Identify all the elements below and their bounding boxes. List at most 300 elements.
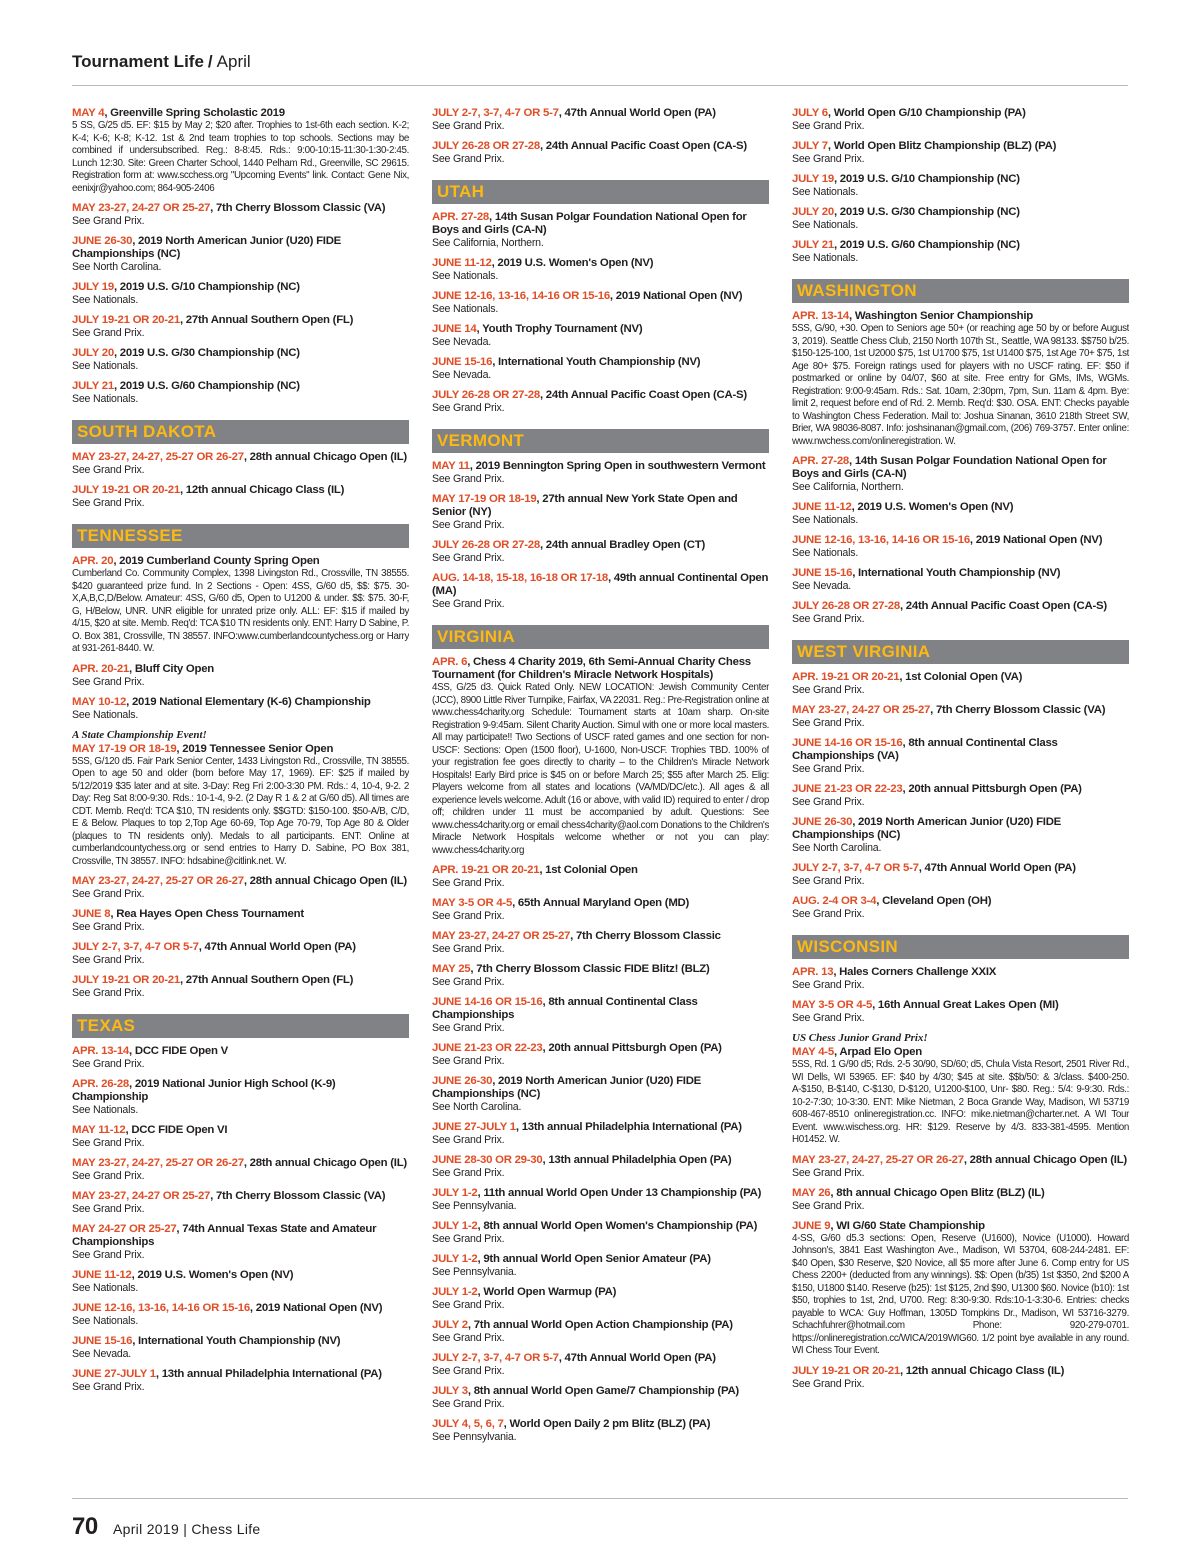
entry-heading (792, 140, 1129, 153)
entry-heading (792, 310, 1129, 323)
entry-date: JUNE 14-16 OR 15-16 (792, 737, 903, 749)
entry-title: , 12th annual Chicago Class (IL) (899, 1364, 1065, 1377)
entry-date: JUNE 12-16, 13-16, 14-16 OR 15-16 (792, 534, 970, 546)
entry-reference: See Nationals. (792, 252, 859, 264)
entry-date: JULY 21 (792, 239, 834, 251)
entry-reference: See Grand Prix. (792, 979, 865, 991)
entry-heading (432, 1075, 769, 1101)
state-header: TENNESSEE (72, 524, 409, 548)
entry-date: JULY 19 (792, 173, 834, 185)
entry-heading (432, 211, 769, 237)
entry-title: , 2019 North American Junior (U20) FIDE Championships (NC) (432, 1075, 702, 1100)
entry-title: , 2019 National Junior High School (K-9) Championship (72, 1078, 336, 1103)
tournament-entry (792, 534, 1129, 560)
entry-reference: See Nevada. (72, 1348, 132, 1360)
entry-title: , 49th annual Continental Open (MA) (432, 572, 769, 597)
entry-reference: See Nationals. (72, 708, 139, 721)
entry-reference: See Grand Prix. (432, 1299, 505, 1311)
tournament-entry (432, 323, 769, 349)
tournament-entry (792, 173, 1129, 199)
entry-date: JULY 1-2 (432, 1253, 478, 1265)
tournament-entry (432, 460, 769, 486)
entry-heading (432, 257, 769, 270)
entry-title: , 7th Cherry Blossom Classic (VA) (210, 202, 386, 214)
entry-title: , 2019 U.S. G/10 Championship (NC) (113, 281, 300, 293)
entry-date: APR. 13-14 (792, 310, 850, 322)
entry-date: AUG. 2-4 OR 3-4 (792, 895, 877, 907)
entry-heading (792, 107, 1129, 120)
tournament-entry (432, 1042, 769, 1068)
entry-reference: See Grand Prix. (72, 327, 145, 339)
entry-date: MAY 23-27, 24-27, 25-27 OR 26-27 (72, 451, 244, 463)
entry-date: JULY 1-2 (432, 1220, 478, 1232)
entry-reference: See Grand Prix. (432, 943, 505, 955)
tournament-entry (432, 963, 769, 989)
entry-date: JULY 21 (72, 380, 114, 392)
entry-details: Cumberland Co. Community Complex, 1398 Livingston Rd., Crossville, TN 38555. $420 guaranteed prize fund. In 2 Sections - Open: 4SS, G/60 d5, $$: $75. 30- X,A,B,C,D/Below. Amateur: 4SS, G/60 d5, Open to U1200 & under. $$: $75. 30-F, G, H/Below, UNR. UNR eligible for unrated prize only. ALL: EF: $15 if mailed by 4/15, $20 at site. Memb. Req'd: TCA $10 TN residents only. ENT: Harry D Sabine, P. O. Box 381, Crossville, TN 38557. INFO:www.cumberlandcountychess.org or Harry at 931-261-8440. W. (72, 568, 409, 654)
entry-date: APR. 27-28 (792, 455, 850, 467)
tournament-entry (432, 257, 769, 283)
entry-heading (792, 862, 1129, 875)
entry-title: , 2019 National Elementary (K-6) Championship (126, 695, 371, 708)
entry-reference: See Nationals. (792, 219, 859, 231)
entry-reference: See Grand Prix. (432, 1398, 505, 1410)
entry-reference: See Grand Prix. (792, 763, 865, 775)
state-header: WEST VIRGINIA (792, 640, 1129, 664)
entry-title: , 8th annual Chicago Open Blitz (BLZ) (IL) (830, 1186, 1045, 1199)
entry-title: , 2019 U.S. G/10 Championship (NC) (833, 173, 1020, 185)
entry-date: JULY 1-2 (432, 1187, 478, 1199)
tournament-entry (792, 455, 1129, 494)
entry-heading (432, 963, 769, 976)
tournament-entry (792, 567, 1129, 593)
entry-title: , 2019 National Open (NV) (249, 1302, 383, 1314)
entry-reference: See Nationals. (72, 1104, 139, 1116)
entry-title: , 1st Colonial Open (VA) (899, 671, 1023, 683)
tournament-entry (72, 484, 409, 510)
entry-heading (792, 173, 1129, 186)
tournament-entry (792, 999, 1129, 1025)
entry-heading (432, 1385, 769, 1398)
entry-date: MAY 4 (72, 107, 105, 119)
entry-reference: See Grand Prix. (432, 877, 505, 889)
entry-date: JUNE 11-12 (792, 501, 852, 513)
entry-title: , 7th Cherry Blossom Classic (570, 930, 721, 942)
entry-reference: See Grand Prix. (72, 497, 145, 509)
entry-date: JULY 4, 5, 6, 7 (432, 1418, 504, 1430)
entry-date: JUNE 11-12 (72, 1269, 132, 1281)
entry-date: JUNE 12-16, 13-16, 14-16 OR 15-16 (432, 290, 610, 302)
entry-title: , 13th annual Philadelphia International (PA) (515, 1121, 742, 1133)
entry-title: , 2019 U.S. Women's Open (NV) (491, 257, 654, 269)
entry-date: JULY 6 (792, 107, 828, 119)
entry-date: JUNE 21-23 OR 22-23 (792, 783, 903, 795)
entry-date: MAY 11 (432, 460, 470, 472)
tournament-entry (792, 783, 1129, 809)
entry-heading (432, 1042, 769, 1055)
tournament-entry (432, 996, 769, 1035)
entry-date: JUNE 26-30 (72, 235, 133, 247)
entry-heading (792, 737, 1129, 763)
entry-title: , 14th Susan Polgar Foundation National Open for Boys and Girls (CA-N) (792, 455, 1107, 480)
entry-reference: See Nationals. (72, 393, 139, 405)
tournament-entry (72, 380, 409, 406)
page-header (72, 52, 1128, 86)
tournament-entry (72, 1190, 409, 1216)
tournament-entry (72, 1078, 409, 1117)
page-footer (72, 1498, 1128, 1538)
entry-reference: See North Carolina. (432, 1101, 522, 1113)
entry-title: , Washington Senior Championship (849, 310, 1033, 322)
tournament-entry (72, 974, 409, 1000)
column-3 (792, 107, 1129, 1492)
entry-heading (432, 930, 769, 943)
entry-date: JULY 20 (792, 206, 834, 218)
entry-title: , 2019 Bennington Spring Open in southwestern Vermont (469, 460, 766, 472)
tournament-entry (792, 107, 1129, 133)
entry-heading (432, 539, 769, 552)
entry-date: MAY 24-27 OR 25-27 (72, 1223, 177, 1235)
tournament-entry (432, 897, 769, 923)
entry-date: JULY 19-21 OR 20-21 (792, 1364, 900, 1377)
entry-reference: See Grand Prix. (792, 153, 865, 165)
entry-title: , 2019 U.S. G/60 Championship (NC) (833, 239, 1020, 251)
entry-heading (432, 1253, 769, 1266)
entry-reference: See Pennsylvania. (432, 1266, 517, 1278)
entry-reference: See Grand Prix. (72, 1249, 145, 1261)
tournament-entry (72, 696, 409, 722)
entry-date: MAY 23-27, 24-27, 25-27 OR 26-27 (792, 1153, 964, 1166)
entry-kicker: A State Championship Event! (72, 728, 207, 741)
entry-reference: See Grand Prix. (432, 1365, 505, 1377)
entry-heading (792, 501, 1129, 514)
entry-reference: See Grand Prix. (432, 473, 505, 485)
entry-title: , 7th Cherry Blossom Classic (VA) (930, 704, 1106, 716)
tournament-entry (72, 555, 409, 656)
entry-heading (792, 816, 1129, 842)
entry-heading (72, 743, 409, 756)
entry-heading (792, 895, 1129, 908)
entry-heading (432, 897, 769, 910)
entry-reference: See Grand Prix. (432, 552, 505, 564)
entry-heading (792, 206, 1129, 219)
tournament-entry (432, 930, 769, 956)
entry-heading (72, 908, 409, 921)
tournament-entry (792, 206, 1129, 232)
entry-reference: See Grand Prix. (792, 908, 865, 920)
entry-title: , 65th Annual Maryland Open (MD) (512, 897, 690, 909)
entry-heading (792, 1365, 1129, 1378)
entry-reference: See Grand Prix. (72, 1381, 145, 1393)
tournament-entry (792, 1365, 1129, 1391)
tournament-entry (792, 895, 1129, 921)
entry-date: JUNE 27-JULY 1 (72, 1368, 156, 1380)
entry-reference: See Grand Prix. (72, 464, 145, 476)
entry-heading (72, 1302, 409, 1315)
entry-title: , 16th Annual Great Lakes Open (MI) (872, 999, 1059, 1011)
page-number: 70 (72, 1513, 98, 1540)
entry-title: , 2019 U.S. G/30 Championship (NC) (833, 206, 1020, 218)
tournament-entry (432, 1418, 769, 1444)
entry-date: JULY 2-7, 3-7, 4-7 OR 5-7 (432, 1352, 559, 1364)
entry-date: JULY 26-28 OR 27-28 (432, 389, 540, 401)
entry-heading (72, 1157, 409, 1170)
entry-title: , 8th annual Continental Class Championships (VA) (792, 737, 1058, 762)
column-1 (72, 107, 409, 1492)
entry-title: , 14th Susan Polgar Foundation National Open for Boys and Girls (CA-N) (432, 211, 747, 236)
entry-heading (72, 1223, 409, 1249)
entry-reference: See Grand Prix. (432, 1134, 505, 1146)
entry-heading (432, 996, 769, 1022)
entry-date: APR. 27-28 (432, 211, 490, 223)
tournament-entry (432, 290, 769, 316)
entry-heading (72, 1335, 409, 1348)
tournament-entry (72, 663, 409, 689)
entry-heading (432, 1121, 769, 1134)
entry-title: , 2019 National Open (NV) (609, 290, 743, 302)
entry-reference: See Grand Prix. (432, 1022, 505, 1034)
entry-reference: See Grand Prix. (72, 921, 145, 933)
tournament-entry (432, 1286, 769, 1312)
tournament-entry (792, 1154, 1129, 1180)
entry-reference: See Grand Prix. (72, 1203, 145, 1215)
entry-heading (432, 1220, 769, 1233)
tournament-entry (72, 314, 409, 340)
entry-heading (792, 567, 1129, 580)
entry-heading (432, 493, 769, 519)
entry-title: , International Youth Championship (NV) (132, 1335, 341, 1347)
entry-date: MAY 17-19 OR 18-19 (72, 742, 177, 755)
entry-heading (72, 663, 409, 676)
entry-date: MAY 25 (432, 963, 471, 975)
entry-heading (72, 1045, 409, 1058)
entry-reference: See Grand Prix. (72, 987, 145, 999)
entry-heading (432, 460, 769, 473)
tournament-entry (72, 107, 409, 195)
entry-reference: See Grand Prix. (432, 153, 505, 165)
entry-date: JULY 2-7, 3-7, 4-7 OR 5-7 (72, 941, 199, 953)
entry-title: , 20th annual Pittsburgh Open (PA) (542, 1042, 722, 1054)
entry-heading (72, 235, 409, 261)
tournament-entry (432, 539, 769, 565)
entry-date: JULY 3 (432, 1385, 468, 1397)
tournament-entry (792, 966, 1129, 992)
entry-title: , 24th annual Bradley Open (CT) (539, 539, 706, 551)
entry-title: , 2019 North American Junior (U20) FIDE Championships (NC) (792, 816, 1062, 841)
entry-date: JULY 2-7, 3-7, 4-7 OR 5-7 (792, 862, 919, 874)
tournament-entry (792, 862, 1129, 888)
publication-info: April 2019 | Chess Life (113, 1521, 261, 1537)
entry-heading (792, 1187, 1129, 1200)
state-header: VIRGINIA (432, 625, 769, 649)
entry-date: APR. 20-21 (72, 662, 130, 675)
tournament-entry (72, 1157, 409, 1183)
entry-heading (72, 696, 409, 709)
entry-heading (432, 389, 769, 402)
entry-date: APR. 20 (72, 555, 114, 567)
entry-title: , 28th annual Chicago Open (IL) (243, 875, 407, 887)
entry-title: , 13th annual Philadelphia Open (PA) (542, 1154, 732, 1166)
entry-heading (432, 290, 769, 303)
entry-heading (432, 864, 769, 877)
entry-kicker: US Chess Junior Grand Prix! (792, 1032, 928, 1044)
tournament-entry (432, 864, 769, 890)
entry-details: 5SS, G/90, +30. Open to Seniors age 50+ (or reaching age 50 by or before August 3, 2019). Seattle Chess Club, 2150 North 107th St., Seattle, WA 98133. $$750 b/25. $150-125-100, 1st U2000 $75, 1st U1700 $75, 1st U1400 $75, 1st Age 70+ $75, 1st Age 80+ $75. Foreign ratings used for players with no USCF rating. EF: $50 if postmarked or online by 04/07, $60 at site. Free entry for GMs, IMs, WGMs. Registration: 9:00-9:45am. Rds.: Sat. 10am, 2:30pm, 7pm, Sun. 11am & 4pm. Bye: limit 2, request before end of Rd. 2. Memb. Req'd: $30. OSA. ENT: Checks payable to Washington Chess Federation. Mail to: Joshua Sinanan, 3610 218th Street SW, Brier, WA 98036-8087. Info: joshsinanan@gmail.com, (206) 769-3757. Enter online: www.nwchess.com/onlineregistration. W. (792, 323, 1129, 447)
entry-date: JULY 26-28 OR 27-28 (432, 539, 540, 551)
tournament-entry (72, 1368, 409, 1394)
entry-title: , 2019 U.S. G/60 Championship (NC) (113, 380, 300, 392)
entry-date: MAY 23-27, 24-27 OR 25-27 (72, 1190, 211, 1202)
entry-reference: See Nevada. (432, 336, 492, 348)
entry-date: JULY 20 (72, 347, 114, 359)
entry-heading (72, 451, 409, 464)
tournament-entry (792, 600, 1129, 626)
entry-reference: See Nationals. (72, 1315, 139, 1327)
entry-reference: See Grand Prix. (72, 1137, 145, 1149)
entry-date: JUNE 21-23 OR 22-23 (432, 1042, 543, 1054)
entry-date: MAY 23-27, 24-27 OR 25-27 (72, 202, 211, 214)
entry-heading (72, 281, 409, 294)
tournament-entry (792, 671, 1129, 697)
entry-title: , Chess 4 Charity 2019, 6th Semi-Annual Charity Chess Tournament (for Children's Miracle Network Hospitals) (432, 656, 751, 681)
entry-reference: See Grand Prix. (432, 976, 505, 988)
entry-reference: See Nationals. (792, 186, 859, 198)
tournament-entry (792, 1220, 1129, 1358)
tournament-entry (432, 493, 769, 532)
entry-date: JUNE 15-16 (432, 356, 493, 368)
header-separator: / (207, 52, 213, 71)
entry-reference: See Grand Prix. (792, 613, 865, 625)
entry-title: , World Open G/10 Championship (PA) (827, 107, 1026, 119)
entry-title: , 74th Annual Texas State and Amateur Championships (72, 1223, 377, 1248)
tournament-entry (432, 356, 769, 382)
entry-heading (792, 671, 1129, 684)
tournament-entry (792, 310, 1129, 448)
entry-title: , 47th Annual World Open (PA) (558, 107, 716, 119)
entry-title: , 2019 National Open (NV) (969, 534, 1103, 546)
entry-heading (72, 875, 409, 888)
entry-reference: See Grand Prix. (432, 1167, 505, 1179)
entry-title: , 47th Annual World Open (PA) (198, 941, 356, 953)
entry-heading (432, 1352, 769, 1365)
tournament-entry (72, 235, 409, 274)
entry-title: , DCC FIDE Open VI (125, 1124, 228, 1136)
entry-date: APR. 26-28 (72, 1078, 130, 1090)
entry-heading (432, 323, 769, 336)
entry-title: , 7th Cherry Blossom Classic (VA) (210, 1190, 386, 1202)
entry-heading (72, 484, 409, 497)
entry-reference: See Grand Prix. (792, 684, 865, 696)
entry-date: MAY 26 (792, 1186, 831, 1199)
tournament-entry (792, 140, 1129, 166)
entry-reference: See Grand Prix. (432, 910, 505, 922)
column-2 (432, 107, 769, 1492)
state-header: VERMONT (432, 429, 769, 453)
entry-details: 5SS, G/120 d5. Fair Park Senior Center, 1433 Livingston Rd., Crossville, TN 38555. Open to age 50 and older (born before May 17, 1969). EF: $25 if mailed by 5/12/2019 $35 later and at site. 3-Day: Reg Fri 2:00-3:30 PM. Rds.: 4, 10-4, 9-2. 2 Day: Reg Sat 8:00-9:30. Rds.: 10-1-4, 9-2. (2 Day R 1 & 2 at G/60 d5). All times are CDT. Memb. Req'd: TCA $10, TN residents only. $$GTD: $150-100. $50-A/B, C/D, E & Below. Plaques to top 2,Top Age 60-69, Top Age 70-79, Top Age 80 & Older (plaques to TN residents only). Medals to all participants. ENT: Online at cumberlandcountychess.org or send entries to Harry D. Sabine, PO Box 381, Crossville, TN 38557. INFO: hdsabine@citlink.net. W. (72, 755, 409, 867)
entry-title: , DCC FIDE Open V (129, 1045, 228, 1057)
entry-date: JULY 7 (792, 140, 828, 152)
entry-heading (72, 1124, 409, 1137)
entry-reference: See Grand Prix. (72, 215, 145, 227)
entry-date: JUNE 8 (72, 908, 111, 920)
entry-heading (72, 107, 409, 120)
header-month: April (216, 52, 251, 71)
entry-title: , Bluff City Open (129, 662, 214, 675)
entry-date: MAY 11-12 (72, 1124, 126, 1136)
entry-reference: See Grand Prix. (792, 1199, 865, 1212)
entry-reference: See Grand Prix. (792, 120, 865, 132)
entry-title: , International Youth Championship (NV) (492, 356, 701, 368)
tournament-entry (792, 1032, 1129, 1147)
section-title: Tournament Life (72, 52, 204, 71)
entry-heading (72, 347, 409, 360)
entry-heading (792, 1220, 1129, 1233)
entry-heading (72, 941, 409, 954)
entry-reference: See Grand Prix. (432, 120, 505, 132)
entry-date: MAY 23-27, 24-27, 25-27 OR 26-27 (72, 1157, 244, 1169)
entry-title: , 2019 U.S. G/30 Championship (NC) (113, 347, 300, 359)
entry-date: JULY 26-28 OR 27-28 (792, 600, 900, 612)
entry-date: APR. 19-21 OR 20-21 (432, 864, 540, 876)
entry-title: , 24th Annual Pacific Coast Open (CA-S) (539, 140, 747, 152)
entry-date: APR. 19-21 OR 20-21 (792, 671, 900, 683)
tournament-entry (792, 704, 1129, 730)
entry-reference: See Nevada. (792, 580, 852, 592)
entry-reference: See North Carolina. (72, 261, 162, 273)
entry-title: , Youth Trophy Tournament (NV) (476, 323, 643, 335)
entry-title: , 12th annual Chicago Class (IL) (179, 484, 345, 496)
entry-heading (72, 380, 409, 393)
state-header: SOUTH DAKOTA (72, 420, 409, 444)
entry-reference: See Grand Prix. (432, 1055, 505, 1067)
entry-heading (432, 1418, 769, 1431)
entry-reference: See Nationals. (72, 294, 139, 306)
entry-heading (792, 455, 1129, 481)
entry-date: JULY 19-21 OR 20-21 (72, 974, 180, 986)
entry-date: MAY 10-12 (72, 695, 127, 708)
entry-reference: See North Carolina. (792, 842, 882, 854)
entry-reference: See Nevada. (432, 369, 492, 381)
entry-date: APR. 13 (792, 966, 834, 978)
tournament-entry (72, 941, 409, 967)
entry-heading (792, 1154, 1129, 1167)
tournament-entry (72, 875, 409, 901)
entry-reference: See Grand Prix. (792, 1012, 865, 1024)
entry-title: , World Open Daily 2 pm Blitz (BLZ) (PA) (503, 1418, 711, 1430)
entry-title: , 27th annual New York State Open and Senior (NY) (432, 493, 738, 518)
entry-reference: See Grand Prix. (792, 717, 865, 729)
tournament-entry (72, 1045, 409, 1071)
tournament-entry (432, 1187, 769, 1213)
entry-title: , 20th annual Pittsburgh Open (PA) (902, 783, 1082, 795)
entry-title: , 2019 Cumberland County Spring Open (113, 555, 320, 567)
entry-heading (432, 1187, 769, 1200)
entry-date: JUNE 15-16 (72, 1335, 133, 1347)
entry-reference: See Grand Prix. (432, 1233, 505, 1245)
entry-reference: See Grand Prix. (792, 1166, 865, 1179)
tournament-entry (792, 816, 1129, 855)
entry-heading (72, 314, 409, 327)
entry-title: , 7th Cherry Blossom Classic FIDE Blitz! (BLZ) (470, 963, 710, 975)
entry-heading (432, 356, 769, 369)
entry-date: JULY 2 (432, 1319, 468, 1331)
entry-reference: See Nationals. (792, 547, 859, 559)
tournament-entry (432, 1154, 769, 1180)
entry-heading (432, 1319, 769, 1332)
entry-reference: See Grand Prix. (792, 796, 865, 808)
entry-reference: See Pennsylvania. (432, 1431, 517, 1443)
tournament-entry (432, 1319, 769, 1345)
